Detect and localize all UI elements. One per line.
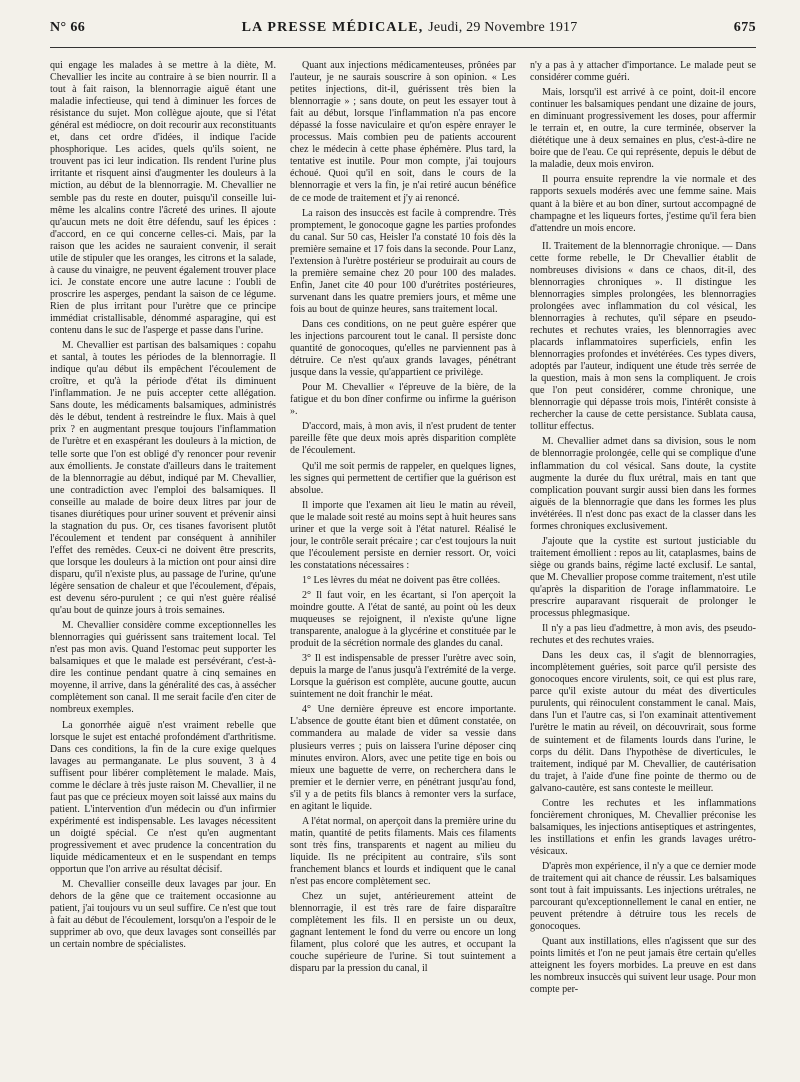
column-left (50, 60, 276, 1070)
journal-title (85, 20, 734, 36)
page-header (50, 0, 756, 44)
column-middle (290, 60, 516, 1070)
article-columns (50, 60, 756, 1070)
issue-date: Jeudi, 29 Novembre 1917 (428, 20, 578, 35)
paragraph: Il importe que l'examen ait lieu le matin au réveil, que le malade soit resté au moins sept à huit heures sans uriner et que la verge soit à l'état naturel. Réalisé le jour, le contrôle serait précaire ; car c'est toujours la nuit que l'écoulement persiste en dernier ressort. Or, voici les constatations nécessaires : (290, 499, 516, 571)
paragraph: Chez un sujet, antérieurement atteint de blennorragie, il est très rare de faire disparaître complètement les fils. Il en persiste un ou deux, gagnant lentement le fond du verre ou encore un long filament, plus coloré que les autres, et occupant la couche supérieure de l'urine. Si tout suintement a disparu par la pression du canal, il (290, 891, 516, 975)
paragraph: II. Traitement de la blennorragie chronique. — Dans cette forme rebelle, le Dr Chevallier établit de nombreuses divisions « dans ce chaos, dit-il, des blennorragies chroniques ». Il distingue les blennorragies simples prolongées, les blennorragies prolongées avec inflammation du col vésical, les blennorragies à rechutes, qu'il sépare en pseudo-rechutes et rechutes vraies, les blennorragies avec placards inflammatoires superficiels, enfin les blennorragies profondes et invétérées. Ces types divers, adoptés par l'auteur, indiquent une étude très serrée de la question, mais à mon sens la compliquent. Je crois que l'on peut considérer, comme chronique, une blennorragie qui dépasse trois mois, l'intérêt consiste à rechercher la cause de cette persistance. Sublata causa, tollitur effectus. (530, 240, 756, 433)
header-rule (50, 47, 756, 48)
paragraph: A l'état normal, on aperçoit dans la première urine du matin, quantité de petits filaments. Mais ces filaments sont très fins, transparents et nagent au milieu du liquide. Ils ne précipitent au contraire, s'ils sont franchement blancs et lourds et indiquent que le canal n'est pas encore complètement sec. (290, 815, 516, 888)
paragraph: Quant aux injections médicamenteuses, prônées par l'auteur, je ne saurais souscrire à son opinion. « Les petites injections, dit-il, guérissent très bien la blennorragie » ; sans doute, on peut les essayer tout à fait au début, lorsque l'inflammation n'a pas encore dépassé la fosse naviculaire et qu'on espère enrayer le processus. Mais combien peu de patients accourent chez le médecin à cette phase éphémère. Plus tard, la tentative est inutile. Pour mon compte, j'ai toujours échoué. Quoi qu'il en soit, dans le cours de la blennorragie et vers la fin, je n'ai retiré aucun bénéfice de ce mode de traitement et j'y ai renoncé. (290, 60, 516, 204)
paragraph: M. Chevallier est partisan des balsamiques : copahu et santal, à toutes les périodes de la blennorragie. Il indique qu'au début ils empêchent l'écoulement de croître, et qu'à la période d'état ils diminuent l'inflammation. Je ne puis accepter cette allégation. Sans doute, les médicaments balsamiques, administrés dès le début, tendent à restreindre le flux. Mais à quel prix ? en augmentant presque toujours l'inflammation de l'urètre et en exaspérant les douleurs à la miction, de telle sorte que l'on est obligé d'y renoncer pour revenir aux émollients. Je constate d'ailleurs dans le traitement de la blennorragie au début, indiqué par M. Chevallier, une contradiction avec l'emploi des balsamiques. Il conseille au malade de boire deux litres par jour de tisanes diurétiques pour uriner souvent et prévenir ainsi la stagnation du pus. Or, ces tisanes favorisent plutôt l'écoulement et tendent par conséquent à annihiler l'effet des remèdes. Ceux-ci ne doivent être prescrits, que lorsque les douleurs à la miction ont pour ainsi dire disparu, qu'il n'existe plus, au passage de l'urine, qu'une légère sensation de chaleur et que l'écoulement, d'épais, est devenu séro-purulent ; ce qui n'est guère réalisé qu'au bout de quinze jours à trois semaines. (50, 340, 276, 617)
paragraph: La gonorrhée aiguë n'est vraiment rebelle que lorsque le sujet est entaché profondément d'arthritisme. Dans ces conditions, la fin de la cure exige quelques lavages au permanganate. Le plus souvent, 3 à 4 suffisent pour libérer complètement le malade. Mais, comme le déclare à très juste raison M. Chevallier, il ne faut pas que ce précieux moyen soit laissé aux mains du patient. L'intervention d'un médecin ou d'un infirmier expérimenté est indispensable. Les lavages nécessitent un doigté spécial. Ce n'est qu'en augmentant progressivement et avec prudence la concentration du liquide médicamenteux et en le suspendant en temps opportun que l'on arrive au résultat décisif. (50, 719, 276, 876)
paragraph: D'accord, mais, à mon avis, il n'est prudent de tenter pareille fête que deux mois après disparition complète de l'écoulement. (290, 421, 516, 457)
paragraph: 1° Les lèvres du méat ne doivent pas être collées. (302, 574, 501, 586)
paragraph: J'ajoute que la cystite est surtout justiciable du traitement émollient : repos au lit, cataplasmes, bains de siège ou grands bains, régime lacté exclusif. Le santal, que M. Chevallier propose comme traitement, n'est utile qu'après la disparition de l'orage inflammatoire. Le prescrire auparavant risquerait de prolonger le processus phlegmasique. (530, 535, 756, 620)
paragraph: Pour M. Chevallier « l'épreuve de la bière, de la fatigue et du bon dîner confirme ou infirme la guérison ». (290, 382, 516, 418)
paragraph: Dans les deux cas, il s'agit de blennorragies, incomplètement guéries, soit parce qu'il persiste des gonocoques encore virulents, soit, ce qui est plus rare, parce qu'il existe autour du méat des diverticules purulents, qui réinoculent constamment le canal. Mais, dans l'un et l'autre cas, si l'on examinait attentivement l'urètre le matin au réveil, on découvrirait, sous forme de suintement et de filaments lourds dans l'urine, le corps du délit. Dans l'hypothèse de diverticules, le traitement, indiqué par M. Chevallier, de cautérisation du trajet, à l'aide d'une fine pointe de thermo ou de galvano-cautère, est sans conteste le meilleur. (530, 650, 756, 794)
paragraph: Mais, lorsqu'il est arrivé à ce point, doit-il encore continuer les balsamiques pendant une dizaine de jours, en diminuant progressivement les doses, pour affermir le terrain et, en outre, la cure terminée, observer la diététique une à deux semaines en plus, c'est-à-dire ne boire que de l'eau. Ce qui représente, depuis le début de la maladie, deux mois environ. (530, 87, 756, 171)
paragraph: Il n'y a pas lieu d'admettre, à mon avis, des pseudo-rechutes et des rechutes vraies. (530, 623, 756, 647)
folio-number: 675 (733, 20, 756, 35)
paragraph: qui engage les malades à se mettre à la diète, M. Chevallier les incite au contraire à se bien nourrir. Il a tout à fait raison, la blennorragie aiguë étant une maladie infectieuse, qui tend à diminuer les forces de résistance du sujet. Mon collègue ajoute, que si l'état général est médiocre, on doit recourir aux reconstituants et, dans cet ordre d'idées, il indique l'acide phosphorique. Les acides, quels qu'ils soient, ne trouvent pas ici leur indication. Ils rendent l'urine plus irritante et risquent ainsi d'augmenter les douleurs à la miction, au début de la blennorragie. M. Chevallier ne semble pas du reste en douter, puisqu'il conseille lui-même les alcalins contre l'âcreté des urines. Il ajoute qu'aucun mets ne doit être défendu, sauf les épices : d'accord, en ce qui concerne celles-ci. Mais, par la raison que les acides ne sauraient convenir, il serait utile de stipuler que les oranges, les citrons et la salade, à cause du vinaigre, ne peuvent également trouver place ici. Je constate encore une autre lacune : l'oubli de proscrire les asperges, pendant la saison de ce légume. Rien de plus irritant pour l'urètre que ce principe immédiat cristallisable, dénommé asparagine, qui est contenu dans le suc de l'asperge et passe dans l'urine. (50, 60, 276, 337)
paragraph: Il pourra ensuite reprendre la vie normale et des rapports sexuels modérés avec une femme saine. Mais quant à la bière et au bon dîner, surtout accompagné de champagne et les liqueurs fortes, j'estime qu'il fera bien d'attendre un mois encore. (530, 174, 756, 234)
paragraph: Quant aux instillations, elles n'agissent que sur des points limités et l'on ne peut jamais être certain qu'elles atteignent les foyers morbides. La preuve en est dans les nombreux insuccès qui suivent leur usage. Pour mon compte per- (530, 936, 756, 996)
paragraph: M. Chevallier considère comme exceptionnelles les blennorragies qui guérissent sans traitement local. Tel n'est pas mon avis. Quand l'estomac peut supporter les balsamiques et que le malade est persévérant, c'est-à-dire les continue pendant quatre à cinq semaines en moyenne, il arrive, dans la généralité des cas, à assécher complètement son canal. Il me serait facile d'en citer de nombreux exemples. (50, 620, 276, 716)
paragraph: La raison des insuccès est facile à comprendre. Très promptement, le gonocoque gagne les parties profondes du canal. Sur 50 cas, Heisler l'a constaté 10 fois dès la première semaine et 17 fois dans la seconde. Pour Lanz, l'extension à l'urètre postérieur se produirait au cours de la première semaine chez 20 pour 100 des malades. Enfin, Janet cite 40 pour 100 d'urétrites postérieures, survenant dans les quatre premiers jours, et même une fois au bout de quinze heures, sans traitement local. (290, 207, 516, 315)
paragraph: 3° Il est indispensable de presser l'urètre avec soin, depuis la marge de l'anus jusqu'à l'extrémité de la verge. Lorsque la guérison est complète, aucune goutte, aucun suintement ne doit franchir le méat. (290, 653, 516, 701)
paragraph: 2° Il faut voir, en les écartant, si l'on aperçoit la moindre goutte. A l'état de santé, au point où les deux muqueuses se rejoignent, il n'existe qu'une ligne transparente, analogue à la glycérine et constituée par le produit de la sécrétion normale des glandes du canal. (290, 589, 516, 650)
paragraph: M. Chevallier conseille deux lavages par jour. En dehors de la gêne que ce traitement occasionne au patient, j'ai toujours vu un seul suffire. Ce n'est que tout à fait au début de l'écoulement, lorsqu'on a l'espoir de le supprimer ab ovo, que deux lavages sont conseillés par un certain nombre de spécialistes. (50, 879, 276, 951)
paragraph: 4° Une dernière épreuve est encore importante. L'absence de goutte étant bien et dûment constatée, on commandera au malade de vider sa vessie dans plusieurs verres ; puis on laissera l'urine déposer cinq minutes environ. Alors, avec une petite tige en bois ou mieux une baguette de verre, on recherchera dans le premier et le dernier verre, en pénétrant jusqu'au fond, s'il y a de petits fils blancs à remonter vers la surface, en agitant le liquide. (290, 704, 516, 812)
paragraph: n'y a pas à y attacher d'importance. Le malade peut se considérer comme guéri. (530, 60, 756, 84)
paragraph: M. Chevallier admet dans sa division, sous le nom de blennorragie prolongée, celle qui se complique d'une inflammation du col vésical. Sans doute, la cystite augmente la durée du flux urétral, mais en tant que complication pouvant surgir aussi bien dans les formes aiguës de la blennorragie que dans les formes les plus invétérées. Il n'est donc pas exact de la classer dans les formes chroniques exclusivement. (530, 436, 756, 532)
paragraph: Qu'il me soit permis de rappeler, en quelques lignes, les signes qui permettent de certifier que la guérison est absolue. (290, 460, 516, 496)
paragraph: Dans ces conditions, on ne peut guère espérer que les injections parcourent tout le canal. Il persiste donc quantité de gonocoques, qu'elles ne parviennent pas à détruire. Ce n'est qu'aux grands lavages, pénétrant jusque dans la vessie, qu'appartient ce privilège. (290, 318, 516, 379)
column-right (530, 60, 756, 1070)
journal-name: LA PRESSE MÉDICALE, (241, 20, 424, 35)
page-number: N° 66 (50, 20, 86, 35)
paragraph: Contre les rechutes et les inflammations foncièrement chroniques, M. Chevallier préconise les balsamiques, les injections antiseptiques et astringentes, les instillations et enfin les grands lavages urétro-vésicaux. (530, 797, 756, 857)
paragraph: D'après mon expérience, il n'y a que ce dernier mode de traitement qui ait chance de réussir. Les balsamiques sont tout à fait impuissants. Les injections urétrales, ne parcourant qu'exceptionnellement le canal en entier, ne peuvent prétendre à détruire tous les recels de gonocoques. (530, 861, 756, 933)
